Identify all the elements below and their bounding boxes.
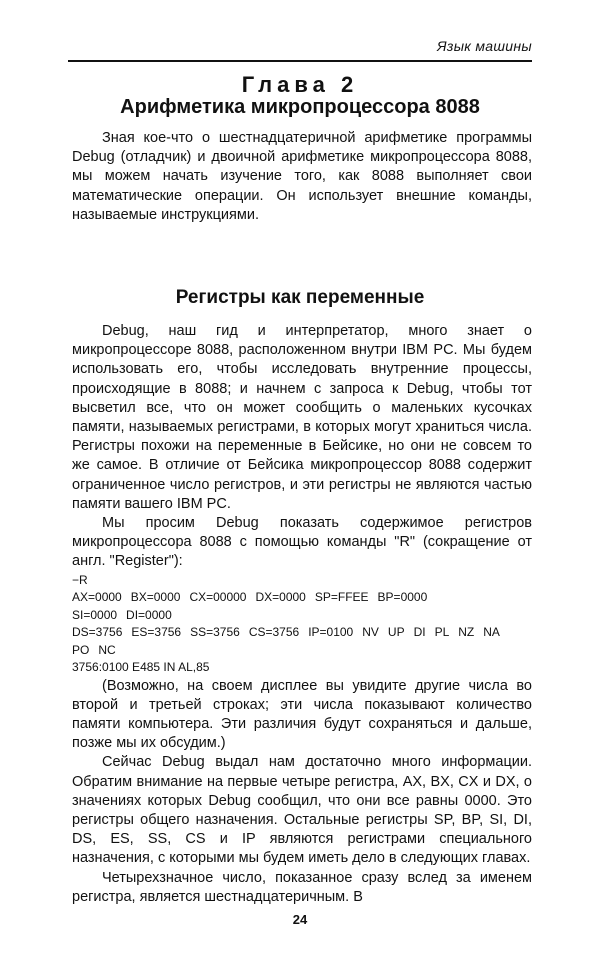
- intro-paragraph: Зная кое-что о шестнадцатеричной арифметике программы Debug (отладчик) и двоичной арифметике микропроцессора 8088, мы можем начать изучение того, как 8088 выполняет свои математические операции. Он использует внешние команды, называемые инструкциями.: [72, 130, 532, 223]
- register-value: SS=3756: [190, 625, 240, 640]
- paragraph: (Возможно, на своем дисплее вы увидите другие числа во второй и третьей строках; эти числа показывают количество памяти компьютера. Эти различия будут сохраняться и дальше, позже мы их обсудим.): [72, 677, 532, 752]
- section-title: Регистры как переменные: [175, 287, 425, 308]
- paragraph: Четырехзначное число, показанное сразу вслед за именем регистра, является шестнадцатеричным. В: [72, 869, 532, 905]
- flag-value: NA: [483, 625, 500, 640]
- instruction-line: 3756:0100 E485 IN AL,85: [72, 660, 210, 675]
- register-value: DI=0000: [126, 607, 172, 622]
- header-rule: [68, 60, 532, 62]
- flag-value: PL: [434, 625, 450, 640]
- chapter-title: Арифметика микропроцессора 8088: [120, 96, 480, 118]
- intro-block: [72, 129, 532, 225]
- paragraph: Мы просим Debug показать содержимое регистров микропроцессора 8088 с помощью команды "R" (сокращение от англ. "Register"):: [72, 515, 532, 570]
- register-value: AX=0000: [72, 590, 122, 605]
- register-line-1: [72, 589, 532, 607]
- register-value: BP=0000: [377, 590, 428, 605]
- flag-value: NC: [98, 642, 116, 657]
- register-value: CX=00000: [189, 590, 247, 605]
- flag-value: DI: [413, 625, 426, 640]
- register-value: CS=3756: [248, 625, 300, 640]
- register-value: DS=3756: [72, 625, 123, 640]
- register-line-2: [72, 607, 532, 625]
- flag-value: NV: [362, 625, 379, 640]
- register-value: DX=0000: [255, 590, 306, 605]
- debug-output: [72, 572, 532, 677]
- section-body: [72, 322, 532, 907]
- register-value: BX=0000: [130, 590, 181, 605]
- flag-value: NZ: [458, 625, 475, 640]
- paragraph: Debug, наш гид и интерпретатор, много знает о микропроцессоре 8088, расположенном внутри IBM PC. Мы будем использовать его, чтобы исследовать внутренние процессы, происходящие в 8088; и начнем с запроса к Debug, чтобы тот высветил все, что он может сообщить о маленьких кусочках памяти, называемых регистрами, в которых могут храниться числа. Регистры похожи на переменные в Бейсике, но они не совсем то же самое. В отличие от Бейсика микропроцессор 8088 содержит ограниченное число регистров, и эти регистры не являются частью памяти вашего IBM PC.: [72, 323, 532, 512]
- flag-value: PO: [72, 642, 90, 657]
- register-line-3: [72, 624, 532, 642]
- debug-prompt: −R: [72, 572, 88, 587]
- register-value: SI=0000: [72, 607, 118, 622]
- register-line-4: [72, 642, 532, 660]
- flag-value: UP: [387, 625, 405, 640]
- paragraph: Сейчас Debug выдал нам достаточно много информации. Обратим внимание на первые четыре регистра, AX, BX, CX и DX, о значениях которых Debug сообщил, что они все равны 0000. Это регистры общего назначения. Остальные регистры SP, BP, SI, DI, DS, ES, SS, CS и IP являются регистрами специального назначения, с которыми мы будем иметь дело в следующих главах.: [72, 754, 532, 867]
- running-head: Язык машины: [437, 38, 532, 54]
- register-value: IP=0100: [308, 625, 354, 640]
- register-value: SP=FFEE: [314, 590, 369, 605]
- page-number: 24: [292, 912, 308, 927]
- register-value: ES=3756: [131, 625, 182, 640]
- chapter-label: Глава 2: [241, 72, 359, 97]
